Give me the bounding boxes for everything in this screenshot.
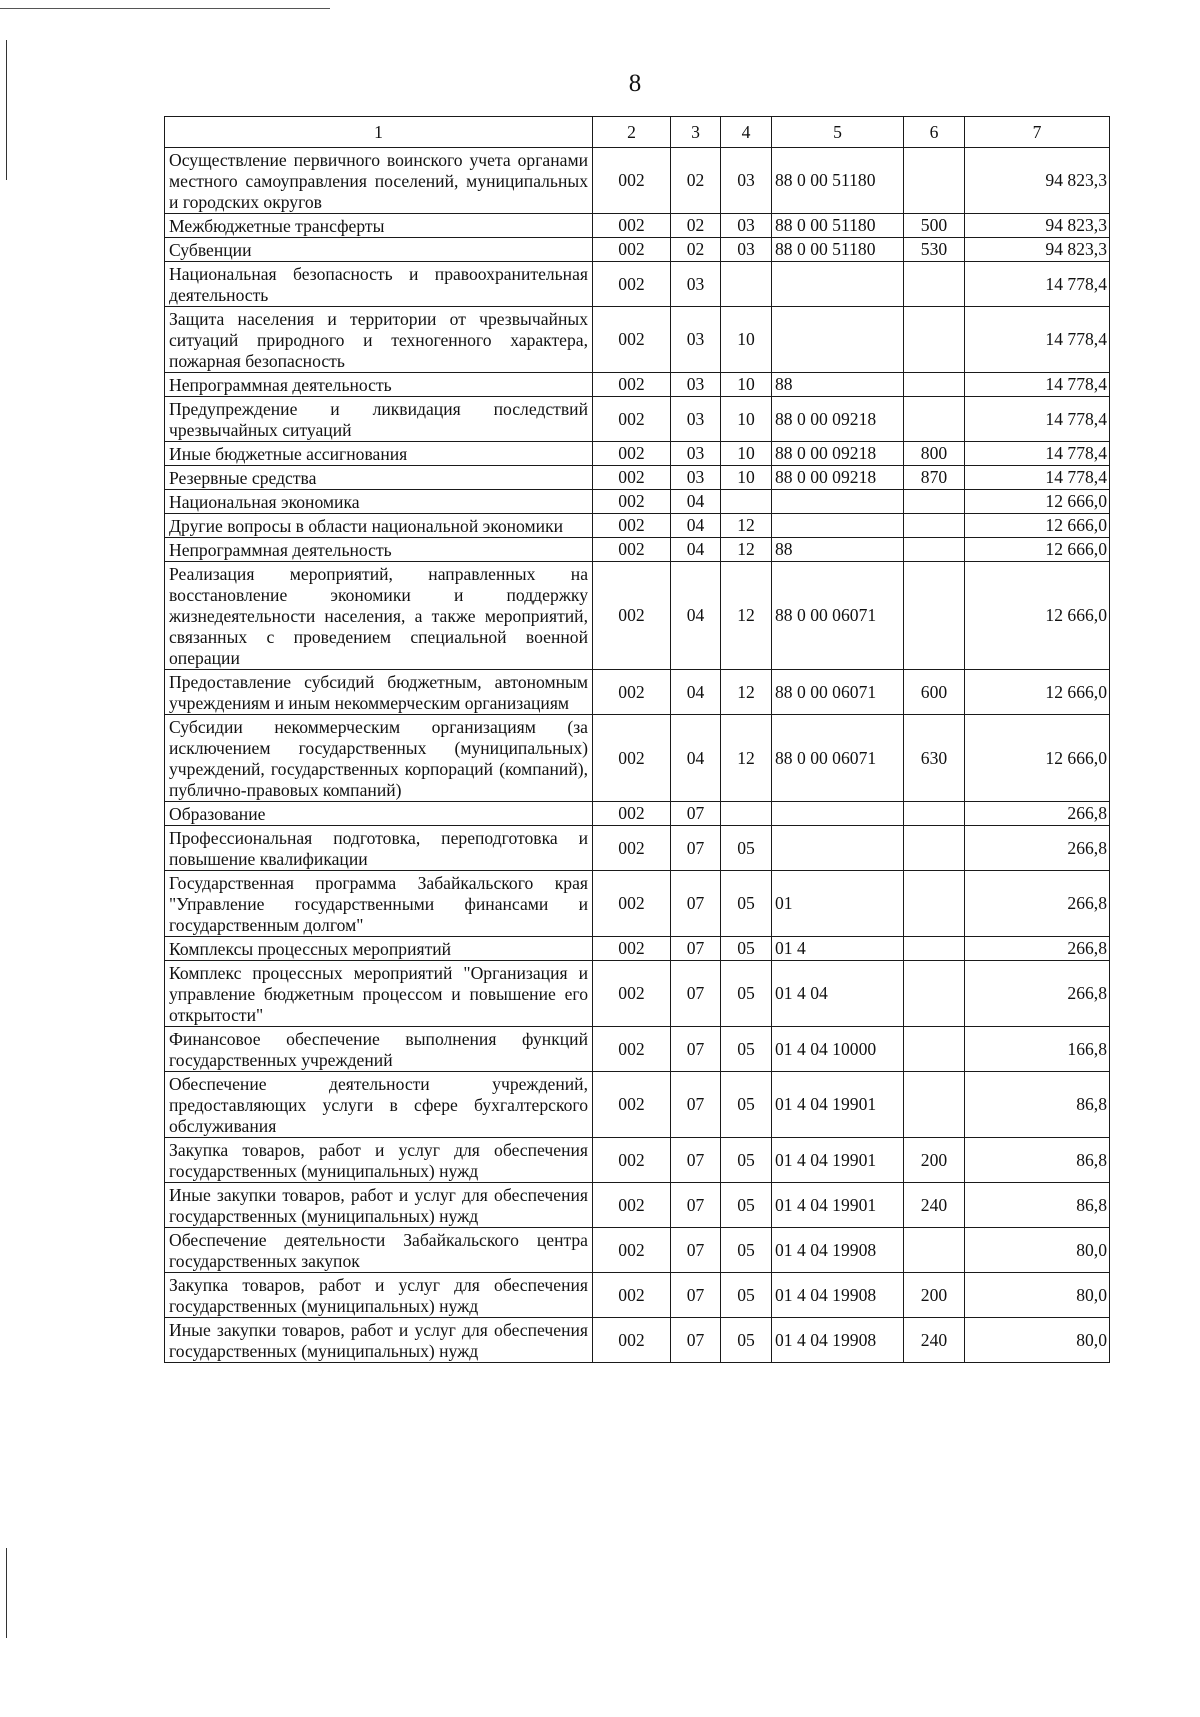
cell-amount: 12 666,0 bbox=[965, 514, 1110, 538]
cell-section: 03 bbox=[671, 373, 721, 397]
cell-target-item: 01 4 04 19901 bbox=[772, 1138, 904, 1183]
cell-section: 02 bbox=[671, 148, 721, 214]
table-row bbox=[165, 148, 1110, 214]
cell-admin-code: 002 bbox=[593, 148, 671, 214]
cell-subsection: 10 bbox=[721, 373, 772, 397]
cell-subsection: 10 bbox=[721, 397, 772, 442]
cell-amount: 94 823,3 bbox=[965, 238, 1110, 262]
cell-target-item: 01 bbox=[772, 871, 904, 937]
cell-admin-code: 002 bbox=[593, 1318, 671, 1363]
cell-section: 02 bbox=[671, 238, 721, 262]
table-row bbox=[165, 562, 1110, 670]
cell-admin-code: 002 bbox=[593, 961, 671, 1027]
table-row bbox=[165, 442, 1110, 466]
cell-amount: 266,8 bbox=[965, 826, 1110, 871]
cell-amount: 80,0 bbox=[965, 1318, 1110, 1363]
cell-section: 07 bbox=[671, 961, 721, 1027]
cell-section: 07 bbox=[671, 1228, 721, 1273]
scan-edge-line bbox=[0, 8, 330, 9]
row-name: Образование bbox=[165, 802, 593, 826]
row-name: Субсидии некоммерческим организациям (за исключением государственных (муниципальных) учреждений, государственных корпораций (компаний), публично-правовых компаний) bbox=[165, 715, 593, 802]
row-name: Национальная экономика bbox=[165, 490, 593, 514]
cell-amount: 166,8 bbox=[965, 1027, 1110, 1072]
cell-subsection: 12 bbox=[721, 514, 772, 538]
table-row bbox=[165, 373, 1110, 397]
cell-target-item: 01 4 04 19908 bbox=[772, 1318, 904, 1363]
row-name: Осуществление первичного воинского учета органами местного самоуправления поселений, муниципальных и городских округов bbox=[165, 148, 593, 214]
cell-amount: 14 778,4 bbox=[965, 442, 1110, 466]
table-row bbox=[165, 1183, 1110, 1228]
cell-expense-type bbox=[904, 490, 965, 514]
cell-expense-type: 600 bbox=[904, 670, 965, 715]
cell-admin-code: 002 bbox=[593, 562, 671, 670]
cell-admin-code: 002 bbox=[593, 538, 671, 562]
cell-amount: 86,8 bbox=[965, 1138, 1110, 1183]
column-number: 1 bbox=[165, 117, 593, 148]
table-row bbox=[165, 1072, 1110, 1138]
cell-admin-code: 002 bbox=[593, 871, 671, 937]
cell-expense-type bbox=[904, 1228, 965, 1273]
table-row bbox=[165, 715, 1110, 802]
cell-target-item: 01 4 04 10000 bbox=[772, 1027, 904, 1072]
cell-subsection: 05 bbox=[721, 1183, 772, 1228]
table-row bbox=[165, 214, 1110, 238]
cell-section: 07 bbox=[671, 802, 721, 826]
table-row bbox=[165, 538, 1110, 562]
cell-subsection bbox=[721, 802, 772, 826]
cell-admin-code: 002 bbox=[593, 1183, 671, 1228]
row-name: Иные закупки товаров, работ и услуг для обеспечения государственных (муниципальных) нужд bbox=[165, 1183, 593, 1228]
column-number-row bbox=[165, 117, 1110, 148]
cell-subsection: 12 bbox=[721, 538, 772, 562]
row-name: Предупреждение и ликвидация последствий чрезвычайных ситуаций bbox=[165, 397, 593, 442]
column-number: 5 bbox=[772, 117, 904, 148]
cell-subsection: 05 bbox=[721, 1072, 772, 1138]
cell-admin-code: 002 bbox=[593, 1273, 671, 1318]
cell-amount: 86,8 bbox=[965, 1183, 1110, 1228]
cell-section: 07 bbox=[671, 871, 721, 937]
cell-amount: 12 666,0 bbox=[965, 562, 1110, 670]
column-number: 4 bbox=[721, 117, 772, 148]
cell-admin-code: 002 bbox=[593, 1138, 671, 1183]
cell-section: 04 bbox=[671, 490, 721, 514]
row-name: Профессиональная подготовка, переподготовка и повышение квалификации bbox=[165, 826, 593, 871]
row-name: Иные бюджетные ассигнования bbox=[165, 442, 593, 466]
row-name: Непрограммная деятельность bbox=[165, 373, 593, 397]
cell-expense-type bbox=[904, 397, 965, 442]
cell-target-item bbox=[772, 490, 904, 514]
cell-expense-type: 240 bbox=[904, 1318, 965, 1363]
cell-expense-type bbox=[904, 148, 965, 214]
cell-amount: 266,8 bbox=[965, 961, 1110, 1027]
cell-target-item: 01 4 04 19901 bbox=[772, 1072, 904, 1138]
cell-amount: 14 778,4 bbox=[965, 397, 1110, 442]
row-name: Обеспечение деятельности Забайкальского центра государственных закупок bbox=[165, 1228, 593, 1273]
table-row bbox=[165, 1273, 1110, 1318]
cell-target-item bbox=[772, 262, 904, 307]
cell-expense-type: 500 bbox=[904, 214, 965, 238]
row-name: Обеспечение деятельности учреждений, предоставляющих услуги в сфере бухгалтерского обслуживания bbox=[165, 1072, 593, 1138]
table-row bbox=[165, 490, 1110, 514]
cell-subsection: 05 bbox=[721, 961, 772, 1027]
cell-admin-code: 002 bbox=[593, 262, 671, 307]
cell-section: 04 bbox=[671, 715, 721, 802]
table-row bbox=[165, 826, 1110, 871]
row-name: Другие вопросы в области национальной экономики bbox=[165, 514, 593, 538]
cell-subsection: 10 bbox=[721, 466, 772, 490]
cell-subsection: 03 bbox=[721, 148, 772, 214]
cell-admin-code: 002 bbox=[593, 937, 671, 961]
cell-expense-type: 800 bbox=[904, 442, 965, 466]
row-name: Предоставление субсидий бюджетным, автономным учреждениям и иным некоммерческим организациям bbox=[165, 670, 593, 715]
cell-amount: 86,8 bbox=[965, 1072, 1110, 1138]
table-row bbox=[165, 262, 1110, 307]
cell-subsection: 05 bbox=[721, 937, 772, 961]
cell-amount: 80,0 bbox=[965, 1273, 1110, 1318]
cell-admin-code: 002 bbox=[593, 826, 671, 871]
cell-target-item: 88 0 00 51180 bbox=[772, 238, 904, 262]
cell-section: 02 bbox=[671, 214, 721, 238]
cell-subsection: 12 bbox=[721, 562, 772, 670]
cell-subsection: 05 bbox=[721, 871, 772, 937]
cell-expense-type bbox=[904, 307, 965, 373]
column-number: 6 bbox=[904, 117, 965, 148]
cell-admin-code: 002 bbox=[593, 1072, 671, 1138]
cell-target-item bbox=[772, 826, 904, 871]
cell-section: 04 bbox=[671, 514, 721, 538]
cell-target-item: 01 4 04 bbox=[772, 961, 904, 1027]
cell-expense-type bbox=[904, 826, 965, 871]
cell-target-item: 01 4 bbox=[772, 937, 904, 961]
scan-edge-mark bbox=[6, 40, 7, 180]
cell-subsection: 12 bbox=[721, 715, 772, 802]
cell-amount: 266,8 bbox=[965, 871, 1110, 937]
cell-expense-type: 200 bbox=[904, 1138, 965, 1183]
cell-section: 07 bbox=[671, 1138, 721, 1183]
table-row bbox=[165, 466, 1110, 490]
row-name: Комплексы процессных мероприятий bbox=[165, 937, 593, 961]
cell-admin-code: 002 bbox=[593, 670, 671, 715]
table-row bbox=[165, 514, 1110, 538]
table-row bbox=[165, 937, 1110, 961]
cell-target-item: 88 0 00 06071 bbox=[772, 715, 904, 802]
table-row bbox=[165, 802, 1110, 826]
cell-target-item bbox=[772, 307, 904, 373]
cell-expense-type bbox=[904, 802, 965, 826]
cell-subsection: 05 bbox=[721, 1273, 772, 1318]
cell-target-item: 88 0 00 51180 bbox=[772, 214, 904, 238]
row-name: Межбюджетные трансферты bbox=[165, 214, 593, 238]
cell-section: 03 bbox=[671, 442, 721, 466]
cell-target-item: 88 bbox=[772, 538, 904, 562]
cell-target-item: 01 4 04 19908 bbox=[772, 1228, 904, 1273]
cell-amount: 14 778,4 bbox=[965, 307, 1110, 373]
cell-admin-code: 002 bbox=[593, 466, 671, 490]
cell-section: 07 bbox=[671, 1318, 721, 1363]
cell-subsection bbox=[721, 490, 772, 514]
cell-amount: 12 666,0 bbox=[965, 490, 1110, 514]
cell-subsection: 12 bbox=[721, 670, 772, 715]
cell-amount: 80,0 bbox=[965, 1228, 1110, 1273]
row-name: Государственная программа Забайкальского края "Управление государственными финансами и государственным долгом" bbox=[165, 871, 593, 937]
cell-subsection: 05 bbox=[721, 1228, 772, 1273]
cell-expense-type bbox=[904, 961, 965, 1027]
column-number: 2 bbox=[593, 117, 671, 148]
row-name: Комплекс процессных мероприятий "Организация и управление бюджетным процессом и повышение его открытости" bbox=[165, 961, 593, 1027]
cell-section: 03 bbox=[671, 307, 721, 373]
cell-expense-type bbox=[904, 871, 965, 937]
cell-expense-type bbox=[904, 538, 965, 562]
cell-section: 04 bbox=[671, 670, 721, 715]
cell-expense-type: 530 bbox=[904, 238, 965, 262]
page-number: 8 bbox=[628, 70, 642, 97]
cell-section: 03 bbox=[671, 262, 721, 307]
cell-admin-code: 002 bbox=[593, 1027, 671, 1072]
cell-admin-code: 002 bbox=[593, 490, 671, 514]
cell-section: 07 bbox=[671, 1072, 721, 1138]
cell-section: 07 bbox=[671, 1183, 721, 1228]
cell-section: 07 bbox=[671, 1273, 721, 1318]
cell-admin-code: 002 bbox=[593, 514, 671, 538]
row-name: Субвенции bbox=[165, 238, 593, 262]
table-row bbox=[165, 307, 1110, 373]
cell-expense-type bbox=[904, 514, 965, 538]
cell-subsection: 05 bbox=[721, 826, 772, 871]
cell-expense-type bbox=[904, 562, 965, 670]
cell-expense-type bbox=[904, 1072, 965, 1138]
cell-amount: 14 778,4 bbox=[965, 373, 1110, 397]
cell-section: 07 bbox=[671, 826, 721, 871]
scan-edge-mark bbox=[6, 1548, 7, 1638]
cell-expense-type bbox=[904, 262, 965, 307]
cell-target-item bbox=[772, 514, 904, 538]
cell-target-item: 88 0 00 51180 bbox=[772, 148, 904, 214]
row-name: Защита населения и территории от чрезвычайных ситуаций природного и техногенного характера, пожарная безопасность bbox=[165, 307, 593, 373]
row-name: Реализация мероприятий, направленных на восстановление экономики и поддержку жизнедеятельности населения, а также мероприятий, связанных с проведением специальной военной операции bbox=[165, 562, 593, 670]
cell-expense-type: 200 bbox=[904, 1273, 965, 1318]
row-name: Непрограммная деятельность bbox=[165, 538, 593, 562]
cell-amount: 94 823,3 bbox=[965, 214, 1110, 238]
cell-section: 07 bbox=[671, 1027, 721, 1072]
cell-admin-code: 002 bbox=[593, 397, 671, 442]
cell-amount: 266,8 bbox=[965, 937, 1110, 961]
cell-amount: 12 666,0 bbox=[965, 715, 1110, 802]
row-name: Национальная безопасность и правоохранительная деятельность bbox=[165, 262, 593, 307]
cell-target-item: 88 0 00 09218 bbox=[772, 397, 904, 442]
cell-amount: 94 823,3 bbox=[965, 148, 1110, 214]
cell-admin-code: 002 bbox=[593, 442, 671, 466]
cell-target-item bbox=[772, 802, 904, 826]
cell-expense-type bbox=[904, 373, 965, 397]
cell-expense-type: 870 bbox=[904, 466, 965, 490]
table-row bbox=[165, 871, 1110, 937]
cell-subsection: 05 bbox=[721, 1138, 772, 1183]
table-body bbox=[165, 148, 1110, 1363]
table-row bbox=[165, 1318, 1110, 1363]
cell-admin-code: 002 bbox=[593, 238, 671, 262]
cell-section: 03 bbox=[671, 397, 721, 442]
cell-target-item: 88 0 00 09218 bbox=[772, 466, 904, 490]
row-name: Закупка товаров, работ и услуг для обеспечения государственных (муниципальных) нужд bbox=[165, 1273, 593, 1318]
cell-subsection: 03 bbox=[721, 238, 772, 262]
cell-target-item: 88 0 00 09218 bbox=[772, 442, 904, 466]
cell-section: 03 bbox=[671, 466, 721, 490]
cell-subsection bbox=[721, 262, 772, 307]
cell-expense-type bbox=[904, 937, 965, 961]
cell-subsection: 10 bbox=[721, 307, 772, 373]
table-row bbox=[165, 670, 1110, 715]
cell-admin-code: 002 bbox=[593, 307, 671, 373]
cell-target-item: 01 4 04 19908 bbox=[772, 1273, 904, 1318]
table-row bbox=[165, 1228, 1110, 1273]
row-name: Резервные средства bbox=[165, 466, 593, 490]
table-row bbox=[165, 1027, 1110, 1072]
cell-section: 04 bbox=[671, 562, 721, 670]
table-row bbox=[165, 238, 1110, 262]
cell-admin-code: 002 bbox=[593, 1228, 671, 1273]
cell-section: 07 bbox=[671, 937, 721, 961]
cell-admin-code: 002 bbox=[593, 373, 671, 397]
cell-subsection: 05 bbox=[721, 1318, 772, 1363]
cell-admin-code: 002 bbox=[593, 715, 671, 802]
cell-subsection: 10 bbox=[721, 442, 772, 466]
table-row bbox=[165, 961, 1110, 1027]
row-name: Закупка товаров, работ и услуг для обеспечения государственных (муниципальных) нужд bbox=[165, 1138, 593, 1183]
cell-admin-code: 002 bbox=[593, 802, 671, 826]
cell-subsection: 05 bbox=[721, 1027, 772, 1072]
cell-amount: 12 666,0 bbox=[965, 538, 1110, 562]
cell-expense-type bbox=[904, 1027, 965, 1072]
budget-table bbox=[164, 116, 1110, 1363]
cell-target-item: 88 bbox=[772, 373, 904, 397]
cell-subsection: 03 bbox=[721, 214, 772, 238]
cell-expense-type: 630 bbox=[904, 715, 965, 802]
cell-expense-type: 240 bbox=[904, 1183, 965, 1228]
row-name: Финансовое обеспечение выполнения функций государственных учреждений bbox=[165, 1027, 593, 1072]
cell-target-item: 88 0 00 06071 bbox=[772, 562, 904, 670]
cell-target-item: 01 4 04 19901 bbox=[772, 1183, 904, 1228]
cell-amount: 12 666,0 bbox=[965, 670, 1110, 715]
column-number: 7 bbox=[965, 117, 1110, 148]
table-row bbox=[165, 1138, 1110, 1183]
cell-amount: 266,8 bbox=[965, 802, 1110, 826]
cell-section: 04 bbox=[671, 538, 721, 562]
column-number: 3 bbox=[671, 117, 721, 148]
cell-target-item: 88 0 00 06071 bbox=[772, 670, 904, 715]
cell-amount: 14 778,4 bbox=[965, 466, 1110, 490]
row-name: Иные закупки товаров, работ и услуг для обеспечения государственных (муниципальных) нужд bbox=[165, 1318, 593, 1363]
cell-amount: 14 778,4 bbox=[965, 262, 1110, 307]
table-row bbox=[165, 397, 1110, 442]
cell-admin-code: 002 bbox=[593, 214, 671, 238]
